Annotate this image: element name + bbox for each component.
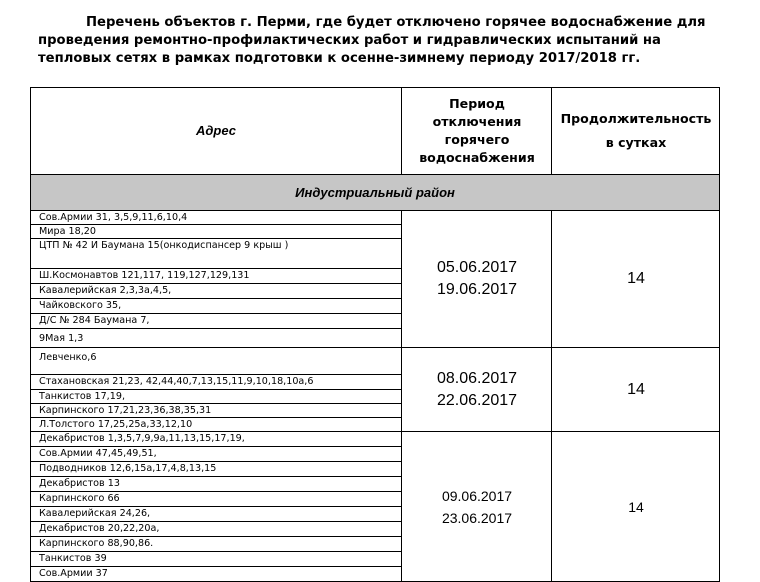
address-line: Д/С № 284 Баумана 7, [31,314,401,329]
table-header-row [30,87,720,175]
address-line: Чайковского 35, [31,299,401,314]
address-line: ЦТП № 42 И Баумана 15(онкодиспансер 9 крыш ) [39,240,289,251]
address-line: Сов.Армии 47,45,49,51, [31,447,401,462]
address-line: Мира 18,20 [31,225,401,239]
address-line: Левченко,6 [39,352,97,363]
address-line: Карпинского 66 [31,492,401,507]
address-line: Карпинского 17,21,23,36,38,35,31 [31,404,401,418]
address-line: 9Мая 1,3 [39,333,84,344]
address-line: Сов.Армии 37 [39,568,108,579]
address-line: Карпинского 88,90,86. [31,537,401,552]
document-heading [38,14,718,68]
outage-group-3 [30,432,720,582]
period-start: 05.06.2017 [436,259,518,276]
address-line: Ш.Космонавтов 121,117, 119,127,129,131 [31,269,401,284]
address-list [31,211,401,347]
address-line: Л.Толстого 17,25,25а,33,12,10 [39,419,193,430]
outage-group-1 [30,211,720,348]
address-line [31,364,401,375]
address-line: Декабристов 20,22,20а, [31,522,401,537]
heading-line-3: тепловых сетях в рамках подготовки к осенне-зимнему периоду 2017/2018 гг. [38,51,641,66]
period-start: 09.06.2017 [441,487,513,504]
address-line: Подводников 12,6,15а,17,4,8,13,15 [31,462,401,477]
period-end: 19.06.2017 [436,281,518,298]
duration-cell: 14 [551,348,720,431]
duration-cell: 14 [551,432,720,581]
outage-table [30,87,720,582]
period-end: 23.06.2017 [441,509,513,526]
period-end: 22.06.2017 [436,391,518,409]
address-line [31,255,401,269]
address-line: Декабристов 13 [31,477,401,492]
district-row: Индустриальный район [30,175,720,211]
address-line: Декабристов 1,3,5,7,9,9а,11,13,15,17,19, [31,432,401,447]
address-list [31,432,401,582]
address-line: Танкистов 39 [31,552,401,567]
period-cell [401,211,552,347]
address-line: Стахановская 21,23, 42,44,40,7,13,15,11,9,10,18,10а,6 [31,375,401,390]
address-line: Сов.Армии 31, 3,5,9,11,6,10,4 [31,211,401,225]
address-line: Кавалерийская 24,26, [31,507,401,522]
address-line: Кавалерийская 2,3,3а,4,5, [31,284,401,299]
address-list [31,348,401,432]
period-column-header: Период отключения горячего водоснабжения [401,88,552,174]
duration-cell: 14 [551,211,720,347]
heading-line-2: проведения ремонтно-профилактических работ и гидравлических испытаний на [38,33,661,48]
period-cell [401,348,552,431]
period-start: 08.06.2017 [436,369,518,387]
outage-group-2 [30,348,720,432]
duration-column-header: Продолжительность в сутках [551,88,720,174]
address-line: Танкистов 17,19, [31,390,401,404]
address-column-header: Адрес [196,123,236,138]
heading-line-1: Перечень объектов г. Перми, где будет отключено горячее водоснабжение для [86,15,706,30]
period-cell [401,432,552,581]
